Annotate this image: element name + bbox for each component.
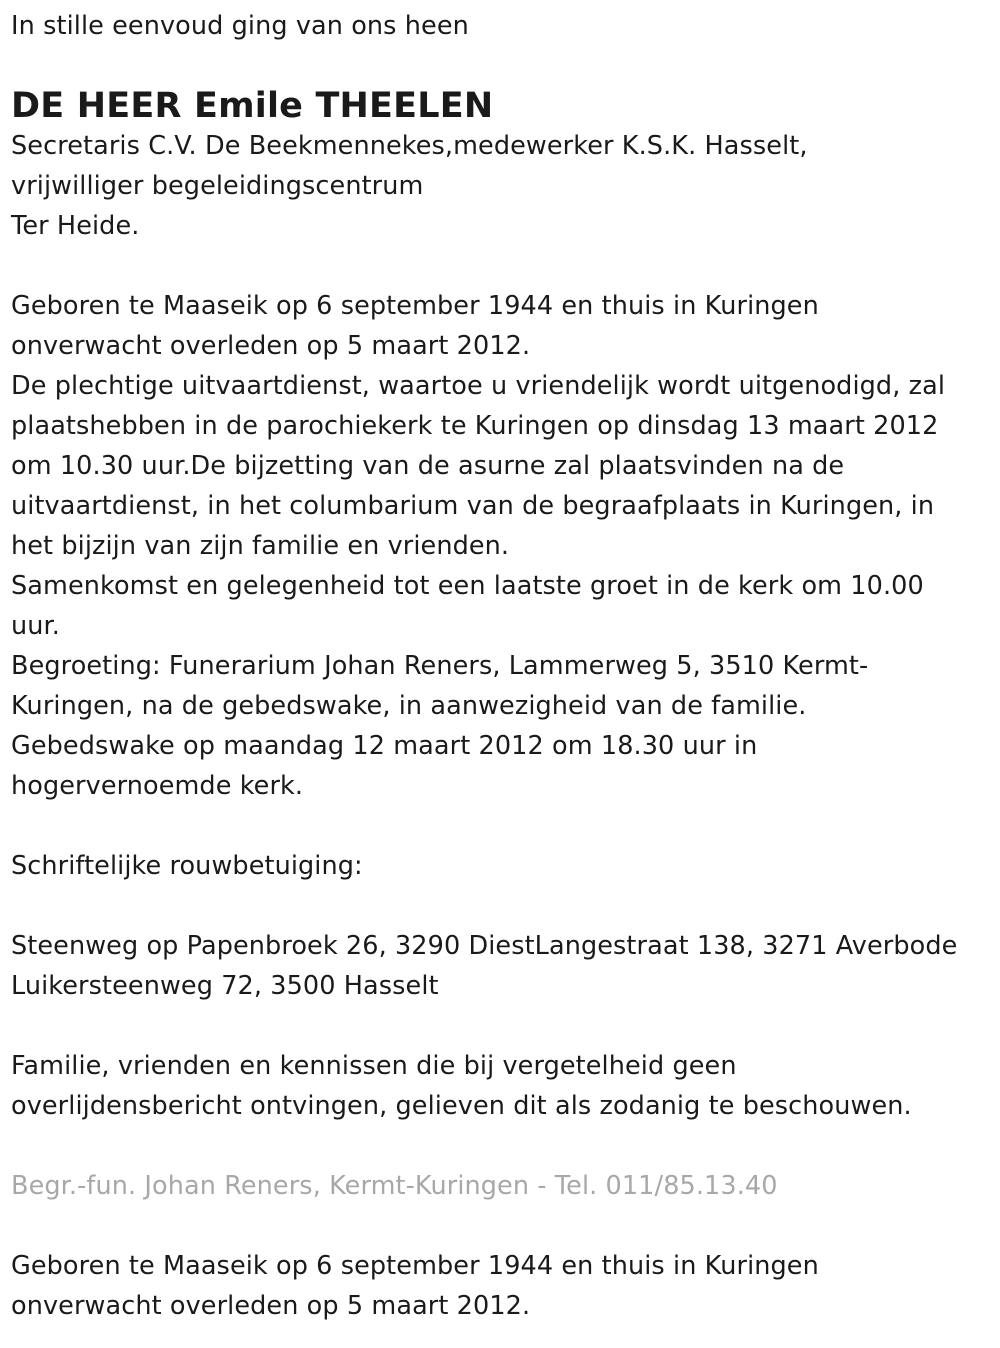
main-text-line: Gebedswake op maandag 12 maart 2012 om 18.30 uur in bbox=[11, 731, 758, 761]
main-text-line: Geboren te Maaseik op 6 september 1944 en thuis in Kuringen bbox=[11, 291, 819, 321]
intro-text: In stille eenvoud ging van ons heen bbox=[11, 11, 469, 41]
main-text-line: om 10.30 uur.De bijzetting van de asurne zal plaatsvinden na de bbox=[11, 451, 845, 481]
role-line: Ter Heide. bbox=[11, 211, 140, 241]
notice-line: Familie, vrienden en kennissen die bij vergetelheid geen bbox=[11, 1051, 737, 1081]
spacer bbox=[11, 1206, 991, 1246]
notice-line: overlijdensbericht ontvingen, gelieven dit als zodanig te beschouwen. bbox=[11, 1091, 912, 1121]
main-text-line: Begroeting: Funerarium Johan Reners, Lammerweg 5, 3510 Kermt- bbox=[11, 651, 869, 681]
main-text-line: het bijzijn van zijn familie en vrienden. bbox=[11, 531, 510, 561]
undertaker-info: Begr.-fun. Johan Reners, Kermt-Kuringen - Tel. 011/85.13.40 bbox=[11, 1171, 778, 1201]
role-line: Secretaris C.V. De Beekmennekes,medewerker K.S.K. Hasselt, bbox=[11, 131, 808, 161]
main-text-line: uitvaartdienst, in het columbarium van de begraafplaats in Kuringen, in bbox=[11, 491, 935, 521]
condolence-heading: Schriftelijke rouwbetuiging: bbox=[11, 851, 363, 881]
notice-block bbox=[11, 1046, 991, 1126]
main-text-line: De plechtige uitvaartdienst, waartoe u vriendelijk wordt uitgenodigd, zal bbox=[11, 371, 946, 401]
role-line: vrijwilliger begeleidingscentrum bbox=[11, 171, 424, 201]
main-text-line: uur. bbox=[11, 611, 60, 641]
address-line: Steenweg op Papenbroek 26, 3290 DiestLangestraat 138, 3271 Averbode bbox=[11, 931, 958, 961]
spacer bbox=[11, 246, 991, 286]
address-line: Luikersteenweg 72, 3500 Hasselt bbox=[11, 971, 439, 1001]
spacer bbox=[11, 886, 991, 926]
spacer bbox=[11, 1006, 991, 1046]
main-text-line: Samenkomst en gelegenheid tot een laatste groet in de kerk om 10.00 bbox=[11, 571, 924, 601]
repeat-text-line: Geboren te Maaseik op 6 september 1944 en thuis in Kuringen bbox=[11, 1251, 819, 1281]
main-text-line: onverwacht overleden op 5 maart 2012. bbox=[11, 331, 531, 361]
roles-block bbox=[11, 126, 991, 246]
repeat-text-block bbox=[11, 1246, 991, 1326]
addresses-block bbox=[11, 926, 991, 1006]
main-text-line: hogervernoemde kerk. bbox=[11, 771, 304, 801]
spacer bbox=[11, 806, 991, 846]
main-text-block bbox=[11, 286, 991, 806]
main-text-line: plaatshebben in de parochiekerk te Kuringen op dinsdag 13 maart 2012 bbox=[11, 411, 939, 441]
repeat-text-line: onverwacht overleden op 5 maart 2012. bbox=[11, 1291, 531, 1321]
main-text-line: Kuringen, na de gebedswake, in aanwezigheid van de familie. bbox=[11, 691, 807, 721]
spacer bbox=[11, 1126, 991, 1166]
deceased-name: DE HEER Emile THEELEN bbox=[11, 86, 494, 126]
